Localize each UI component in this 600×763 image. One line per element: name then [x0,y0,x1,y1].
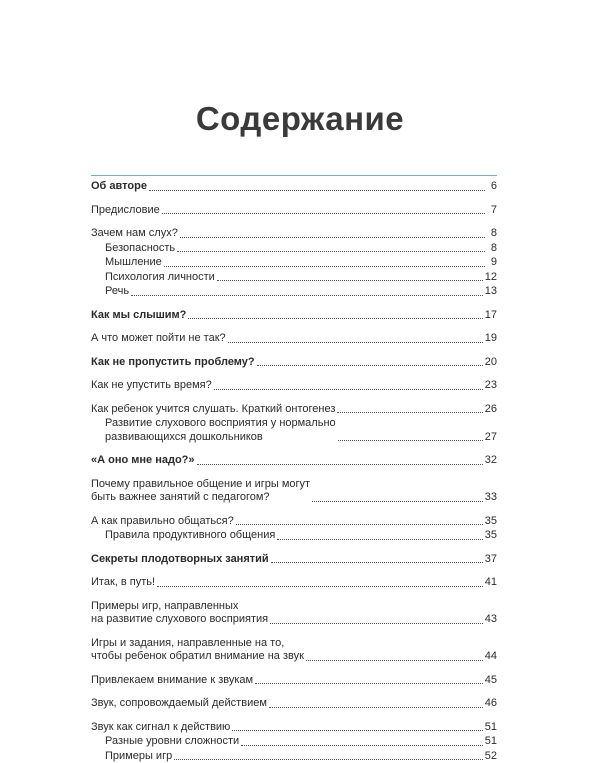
toc-entry [91,454,497,468]
toc-dot-leader [217,280,483,281]
toc-entry-title: Об авторе [91,180,147,194]
toc-page-number: 51 [485,721,497,735]
toc-entry-title: Как ребенок учится слушать. Краткий онтогенез [91,403,335,417]
toc-dot-leader [338,440,483,441]
toc-entry [91,242,497,256]
toc-entry [91,332,497,346]
toc-page-number: 45 [485,674,497,688]
toc-entry-title: Мышление [105,256,162,270]
toc-entry-title: Как не упустить время? [91,379,212,393]
toc-page-number: 8 [487,227,497,241]
toc-entry-title: Зачем нам слух? [91,227,178,241]
toc-page-number: 44 [485,650,497,664]
toc-entry [91,600,497,627]
toc-entry-title: Как не пропустить проблему? [91,356,255,370]
toc-page-number: 51 [485,735,497,749]
toc-dot-leader [337,412,482,413]
toc-entry [91,721,497,735]
toc-dot-leader [177,251,485,252]
toc-entry-title: Примеры игр [105,750,172,763]
toc-entry [91,515,497,529]
toc-dot-leader [214,389,483,390]
toc-dot-leader [312,501,483,502]
toc-page-number: 26 [485,403,497,417]
toc-page-number: 19 [485,332,497,346]
toc-entry [91,553,497,567]
toc-entry-title: Разные уровни сложности [105,735,239,749]
toc-entry-title: Как мы слышим? [91,309,186,323]
table-of-contents [91,175,497,763]
toc-entry-title: «А оно мне надо?» [91,454,195,468]
toc-entry [91,417,497,444]
toc-entry [91,204,497,218]
toc-entry [91,256,497,270]
toc-dot-leader [180,237,485,238]
toc-dot-leader [306,660,483,661]
toc-entry [91,637,497,664]
toc-dot-leader [257,365,483,366]
toc-entry-title: Итак, в путь! [91,576,155,590]
toc-entry-title: Речь [105,285,129,299]
toc-entry-title: Правила продуктивного общения [105,529,275,543]
toc-entry [91,478,497,505]
toc-page-number: 32 [485,454,497,468]
toc-dot-leader [236,524,483,525]
toc-entry-title: А что может пойти не так? [91,332,226,346]
toc-dot-leader [162,213,485,214]
toc-dot-leader [255,683,483,684]
toc-entry [91,403,497,417]
toc-entry-title: Развитие слухового восприятия у нормально развивающихся дошкольников [105,417,336,444]
toc-dot-leader [271,562,483,563]
toc-page-number: 7 [487,204,497,218]
toc-dot-leader [228,342,483,343]
toc-dot-leader [131,295,483,296]
toc-entry [91,529,497,543]
toc-page-number: 43 [485,613,497,627]
toc-page-number: 23 [485,379,497,393]
toc-entry-title: Привлекаем внимание к звукам [91,674,253,688]
toc-entry-title: Предисловие [91,204,160,218]
toc-dot-leader [157,586,483,587]
toc-page-number: 20 [485,356,497,370]
toc-dot-leader [269,707,483,708]
toc-entry-title: Звук как сигнал к действию [91,721,230,735]
toc-page-number: 46 [485,697,497,711]
toc-page-number: 9 [487,256,497,270]
toc-entry [91,674,497,688]
toc-entry [91,750,497,763]
toc-entry [91,735,497,749]
toc-dot-leader [197,464,483,465]
toc-entry [91,309,497,323]
toc-entry-title: Игры и задания, направленные на то, чтобы ребенок обратил внимание на звук [91,637,304,664]
toc-page-number: 35 [485,515,497,529]
toc-dot-leader [149,190,485,191]
toc-dot-leader [270,623,483,624]
toc-entry [91,271,497,285]
toc-page-number: 33 [485,491,497,505]
toc-entry-title: Секреты плодотворных занятий [91,553,269,567]
toc-page-number: 13 [485,285,497,299]
toc-dot-leader [241,745,483,746]
toc-entry [91,180,497,194]
toc-dot-leader [174,759,483,760]
toc-page-number: 52 [485,750,497,763]
page-title: Содержание [0,100,600,138]
toc-entry-title: Психология личности [105,271,215,285]
toc-page-number: 6 [487,180,497,194]
toc-page-number: 41 [485,576,497,590]
toc-top-divider [91,175,497,176]
toc-entry [91,697,497,711]
toc-dot-leader [277,539,482,540]
toc-entry-title: Звук, сопровождаемый действием [91,697,267,711]
toc-page-number: 27 [485,431,497,445]
toc-entry-title: А как правильно общаться? [91,515,234,529]
toc-page-number: 8 [487,242,497,256]
toc-entry-title: Примеры игр, направленных на развитие слухового восприятия [91,600,268,627]
toc-page-number: 12 [485,271,497,285]
toc-page-number: 17 [485,309,497,323]
toc-entry [91,576,497,590]
toc-entry [91,379,497,393]
toc-dot-leader [164,266,485,267]
toc-page-number: 35 [485,529,497,543]
toc-entry [91,227,497,241]
toc-page-number: 37 [485,553,497,567]
toc-entry-title: Безопасность [105,242,175,256]
toc-dot-leader [232,730,482,731]
toc-entry [91,285,497,299]
toc-dot-leader [188,318,482,319]
toc-entry-title: Почему правильное общение и игры могут быть важнее занятий с педагогом? [91,478,310,505]
toc-entry [91,356,497,370]
